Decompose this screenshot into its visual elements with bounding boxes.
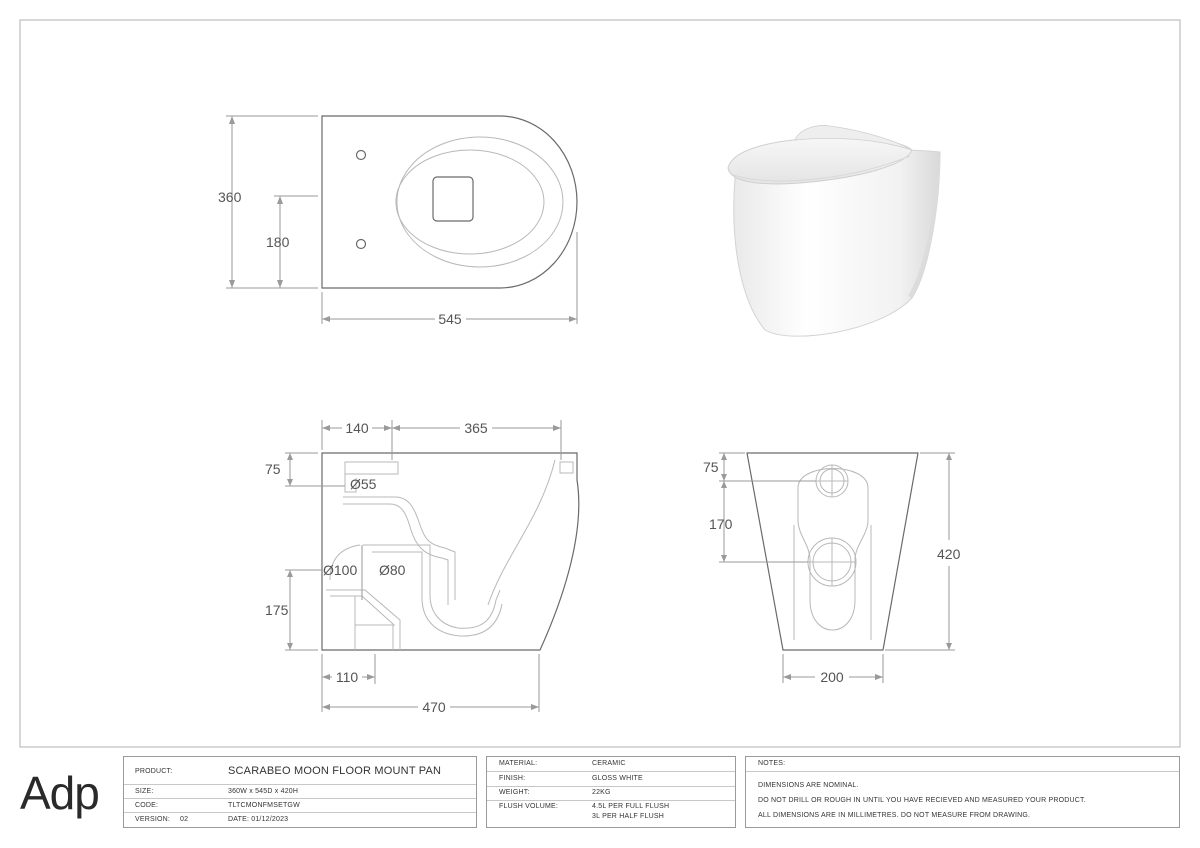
fixing-hole-bottom (357, 240, 366, 249)
code-label: CODE: (135, 802, 159, 809)
product-info-box (123, 756, 477, 828)
code-value: TLTCMONFMSETGW (228, 802, 300, 809)
dim-label-75-side: 75 (265, 461, 281, 477)
dim-label-dia80: Ø80 (379, 562, 406, 578)
dim-label-175: 175 (265, 602, 289, 618)
version-label: VERSION: (135, 816, 171, 823)
weight-value: 22KG (592, 789, 611, 796)
dim-label-360: 360 (218, 189, 242, 205)
notes-box (745, 756, 1180, 828)
product-name: SCARABEO MOON FLOOR MOUNT PAN (228, 765, 442, 777)
flush-volume-label: FLUSH VOLUME: (499, 803, 558, 810)
top-view-bowl-opening (397, 137, 563, 267)
note-do-not-drill: DO NOT DRILL OR ROUGH IN UNTIL YOU HAVE RECIEVED AND MEASURED YOUR PRODUCT. (758, 797, 1086, 804)
finish-label: FINISH: (499, 775, 526, 782)
top-view-outlet (433, 177, 473, 221)
dim-label-75-end: 75 (703, 459, 719, 475)
dim-label-dia55: Ø55 (350, 476, 377, 492)
material-label: MATERIAL: (499, 760, 538, 767)
drawing-frame (20, 20, 1180, 747)
top-view-bowl-inner (396, 150, 544, 254)
note-nominal: DIMENSIONS ARE NOMINAL. (758, 782, 859, 789)
size-label: SIZE: (135, 788, 154, 795)
material-value: CERAMIC (592, 760, 626, 767)
dim-label-140: 140 (345, 420, 369, 436)
dim-label-200: 200 (820, 669, 844, 685)
product-label: PRODUCT: (135, 768, 173, 775)
dim-label-170: 170 (709, 516, 733, 532)
dim-label-110: 110 (335, 669, 359, 685)
dim-label-365: 365 (464, 420, 488, 436)
finish-value: GLOSS WHITE (592, 775, 643, 782)
size-value: 360W x 545D x 420H (228, 788, 299, 795)
flush-volume-half: 3L PER HALF FLUSH (592, 813, 664, 820)
dim-label-180: 180 (266, 234, 290, 250)
flush-volume-full: 4.5L PER FULL FLUSH (592, 803, 670, 810)
end-view (703, 453, 961, 685)
product-render (728, 126, 940, 337)
top-view (218, 116, 577, 327)
notes-label: NOTES: (758, 760, 786, 767)
dim-label-dia100: Ø100 (323, 562, 358, 578)
material-info-box (486, 756, 736, 828)
note-millimetres: ALL DIMENSIONS ARE IN MILLIMETRES. DO NOT MEASURE FROM DRAWING. (758, 812, 1031, 819)
weight-label: WEIGHT: (499, 789, 530, 796)
fixing-hole-top (357, 151, 366, 160)
date-value: DATE: 01/12/2023 (228, 816, 289, 823)
dim-label-470: 470 (422, 699, 446, 715)
side-view (265, 420, 579, 715)
dim-label-545: 545 (438, 311, 462, 327)
dim-label-420: 420 (937, 546, 961, 562)
adp-logo: Adp (20, 767, 99, 819)
version-value: 02 (180, 816, 189, 823)
